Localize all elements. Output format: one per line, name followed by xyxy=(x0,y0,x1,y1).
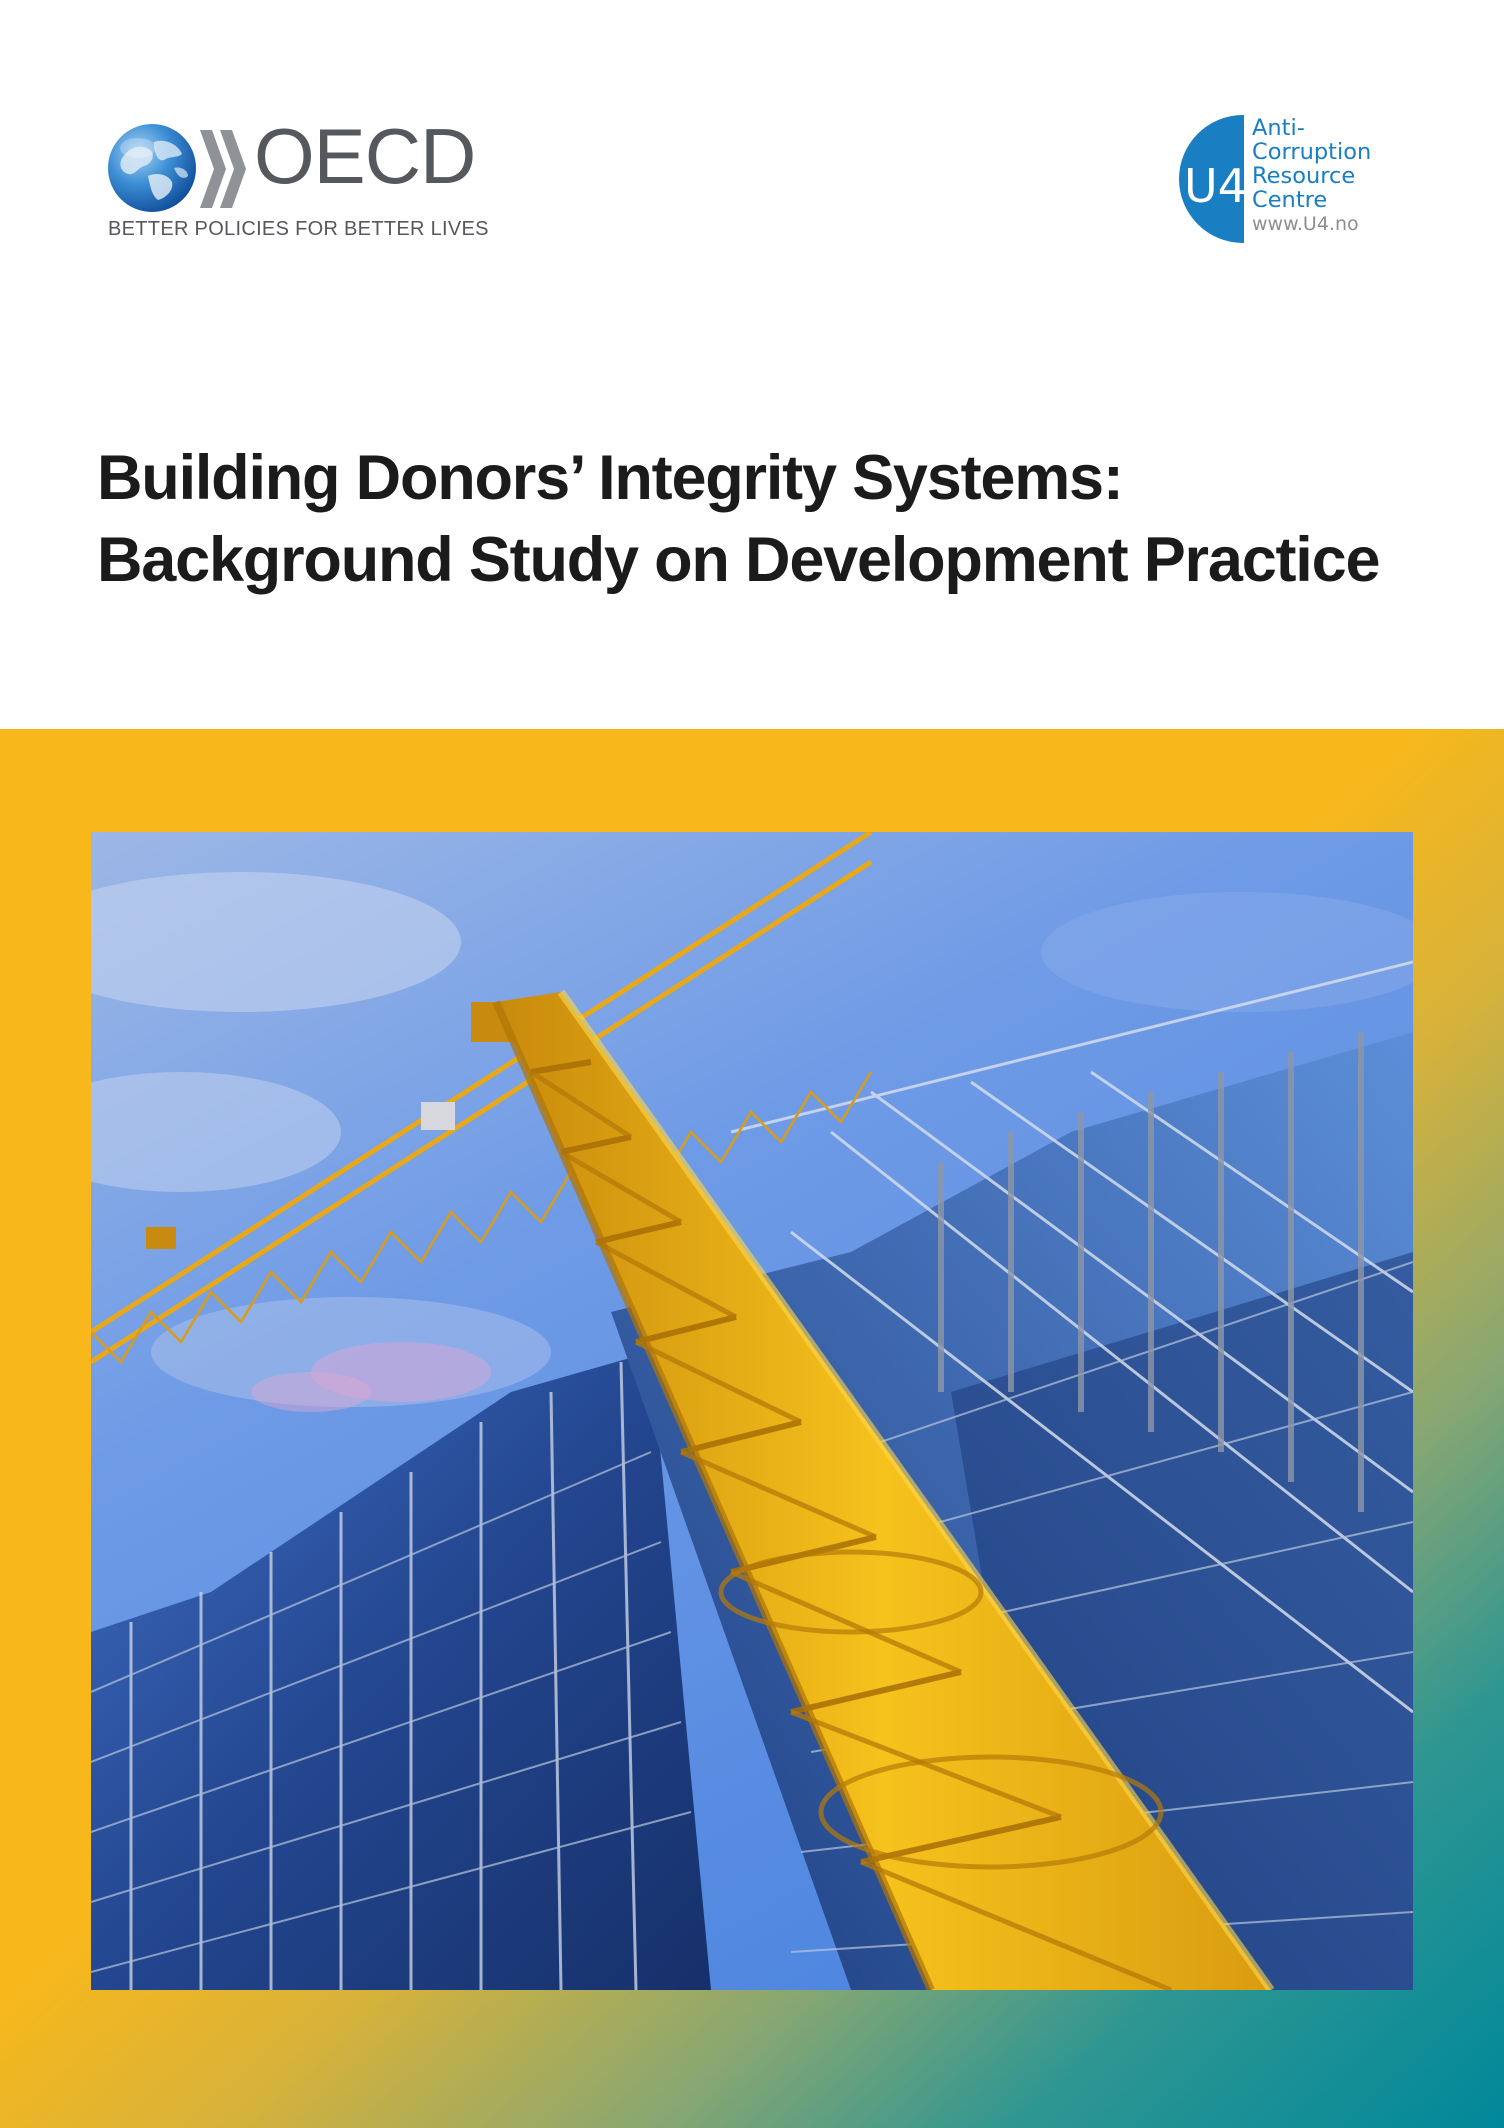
u4-name-line-3: Resource xyxy=(1252,163,1356,189)
globe-icon xyxy=(108,124,196,212)
oecd-wordmark: OECD xyxy=(254,112,476,200)
yellow-crane-and-scaffolding-photo xyxy=(91,832,1413,1990)
u4-name-line-1: Anti- xyxy=(1252,115,1305,141)
u4-name-line-2: Corruption xyxy=(1252,139,1372,165)
u4-name xyxy=(1252,116,1371,236)
chevrons-icon xyxy=(198,126,254,212)
u4-mark: U4 xyxy=(1184,159,1247,213)
u4-name-line-4: Centre xyxy=(1252,187,1328,213)
u4-logo xyxy=(1176,112,1376,248)
title-line-1: Building Donors’ Integrity Systems: xyxy=(97,443,1123,513)
oecd-tagline: BETTER POLICIES FOR BETTER LIVES xyxy=(108,218,489,240)
document-title xyxy=(97,437,1397,601)
u4-url: www.U4.no xyxy=(1252,213,1359,235)
oecd-logo xyxy=(106,112,489,245)
title-line-2: Background Study on Development Practice xyxy=(97,525,1380,595)
